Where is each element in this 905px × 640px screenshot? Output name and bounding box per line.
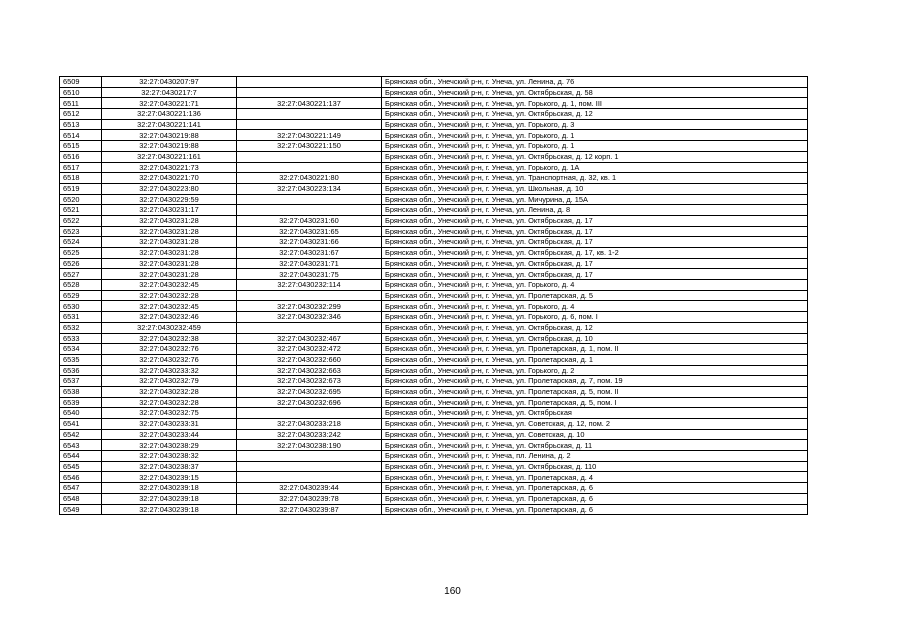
cadastral-number-cell: 32:27:0430221:136 [102,109,237,120]
related-cadastral-number-cell: 32:27:0430232:673 [237,376,382,387]
table-row [60,354,808,365]
table-row [60,98,808,109]
table-row [60,493,808,504]
table-row [60,461,808,472]
address-cell: Брянская обл., Унечский р-н, г. Унеча, ул. Транспортная, д. 32, кв. 1 [382,173,808,184]
address-cell: Брянская обл., Унечский р-н, г. Унеча, ул. Советская, д. 10 [382,429,808,440]
row-number-cell: 6545 [60,461,102,472]
cadastral-number-cell: 32:27:0430232:45 [102,301,237,312]
address-cell: Брянская обл., Унечский р-н, г. Унеча, ул. Ленина, д. 76 [382,77,808,88]
page-number: 160 [444,586,461,597]
table-row [60,344,808,355]
address-cell: Брянская обл., Унечский р-н, г. Унеча, ул. Горького, д. 3 [382,119,808,130]
table-row [60,376,808,387]
related-cadastral-number-cell [237,162,382,173]
cadastral-number-cell: 32:27:0430239:18 [102,483,237,494]
row-number-cell: 6513 [60,119,102,130]
related-cadastral-number-cell: 32:27:0430238:190 [237,440,382,451]
cadastral-number-cell: 32:27:0430232:46 [102,312,237,323]
related-cadastral-number-cell [237,322,382,333]
cadastral-number-cell: 32:27:0430233:32 [102,365,237,376]
row-number-cell: 6517 [60,162,102,173]
table-row [60,333,808,344]
row-number-cell: 6509 [60,77,102,88]
related-cadastral-number-cell: 32:27:0430232:696 [237,397,382,408]
address-cell: Брянская обл., Унечский р-н, г. Унеча, ул. Школьная, д. 10 [382,183,808,194]
address-cell: Брянская обл., Унечский р-н, г. Унеча, ул. Ленина, д. 8 [382,205,808,216]
row-number-cell: 6534 [60,344,102,355]
related-cadastral-number-cell: 32:27:0430231:65 [237,226,382,237]
cadastral-number-cell: 32:27:0430231:28 [102,215,237,226]
table-row [60,130,808,141]
related-cadastral-number-cell: 32:27:0430221:150 [237,141,382,152]
row-number-cell: 6519 [60,183,102,194]
address-cell: Брянская обл., Унечский р-н, г. Унеча, ул. Пролетарская, д. 5, пом. I [382,397,808,408]
address-cell: Брянская обл., Унечский р-н, г. Унеча, ул. Октябрьская, д. 12 [382,109,808,120]
table-row [60,290,808,301]
related-cadastral-number-cell: 32:27:0430232:346 [237,312,382,323]
table-row [60,483,808,494]
address-cell: Брянская обл., Унечский р-н, г. Унеча, ул. Горького, д. 4 [382,301,808,312]
table-row [60,365,808,376]
table-row [60,173,808,184]
row-number-cell: 6541 [60,419,102,430]
table-row [60,504,808,515]
related-cadastral-number-cell: 32:27:0430232:660 [237,354,382,365]
related-cadastral-number-cell: 32:27:0430221:80 [237,173,382,184]
address-cell: Брянская обл., Унечский р-н, г. Унеча, ул. Октябрьская [382,408,808,419]
cadastral-number-cell: 32:27:0430232:75 [102,408,237,419]
table-row [60,280,808,291]
row-number-cell: 6547 [60,483,102,494]
cadastral-number-cell: 32:27:0430231:17 [102,205,237,216]
row-number-cell: 6543 [60,440,102,451]
table-row [60,109,808,120]
cadastral-number-cell: 32:27:0430233:31 [102,419,237,430]
cadastral-number-cell: 32:27:0430238:37 [102,461,237,472]
registry-table-body [60,77,808,515]
table-row [60,183,808,194]
address-cell: Брянская обл., Унечский р-н, г. Унеча, ул. Октябрьская, д. 110 [382,461,808,472]
row-number-cell: 6520 [60,194,102,205]
row-number-cell: 6526 [60,258,102,269]
related-cadastral-number-cell: 32:27:0430233:218 [237,419,382,430]
row-number-cell: 6546 [60,472,102,483]
related-cadastral-number-cell: 32:27:0430232:467 [237,333,382,344]
related-cadastral-number-cell: 32:27:0430232:299 [237,301,382,312]
cadastral-number-cell: 32:27:0430219:88 [102,130,237,141]
cadastral-number-cell: 32:27:0430239:18 [102,493,237,504]
cadastral-number-cell: 32:27:0430239:15 [102,472,237,483]
row-number-cell: 6536 [60,365,102,376]
row-number-cell: 6527 [60,269,102,280]
table-row [60,258,808,269]
address-cell: Брянская обл., Унечский р-н, г. Унеча, ул. Октябрьская, д. 17 [382,258,808,269]
related-cadastral-number-cell: 32:27:0430233:242 [237,429,382,440]
table-row [60,162,808,173]
cadastral-number-cell: 32:27:0430221:141 [102,119,237,130]
related-cadastral-number-cell [237,205,382,216]
address-cell: Брянская обл., Унечский р-н, г. Унеча, ул. Октябрьская, д. 17 [382,237,808,248]
cadastral-number-cell: 32:27:0430231:28 [102,269,237,280]
address-cell: Брянская обл., Унечский р-н, г. Унеча, ул. Горького, д. 1 [382,141,808,152]
cadastral-number-cell: 32:27:0430233:44 [102,429,237,440]
cadastral-number-cell: 32:27:0430221:161 [102,151,237,162]
row-number-cell: 6539 [60,397,102,408]
table-row [60,301,808,312]
cadastral-number-cell: 32:27:0430232:28 [102,386,237,397]
address-cell: Брянская обл., Унечский р-н, г. Унеча, ул. Октябрьская, д. 10 [382,333,808,344]
address-cell: Брянская обл., Унечский р-н, г. Унеча, ул. Октябрьская, д. 17 [382,269,808,280]
related-cadastral-number-cell [237,408,382,419]
row-number-cell: 6510 [60,87,102,98]
address-cell: Брянская обл., Унечский р-н, г. Унеча, ул. Пролетарская, д. 4 [382,472,808,483]
related-cadastral-number-cell: 32:27:0430231:75 [237,269,382,280]
cadastral-number-cell: 32:27:0430232:38 [102,333,237,344]
table-row [60,77,808,88]
table-row [60,472,808,483]
related-cadastral-number-cell [237,109,382,120]
address-cell: Брянская обл., Унечский р-н, г. Унеча, ул. Пролетарская, д. 1, пом. II [382,344,808,355]
cadastral-number-cell: 32:27:0430232:28 [102,397,237,408]
table-row [60,397,808,408]
address-cell: Брянская обл., Унечский р-н, г. Унеча, ул. Пролетарская, д. 5 [382,290,808,301]
related-cadastral-number-cell: 32:27:0430231:60 [237,215,382,226]
cadastral-number-cell: 32:27:0430238:32 [102,451,237,462]
table-row [60,237,808,248]
related-cadastral-number-cell [237,290,382,301]
cadastral-number-cell: 32:27:0430232:45 [102,280,237,291]
row-number-cell: 6538 [60,386,102,397]
related-cadastral-number-cell [237,87,382,98]
address-cell: Брянская обл., Унечский р-н, г. Унеча, ул. Горького, д. 4 [382,280,808,291]
address-cell: Брянская обл., Унечский р-н, г. Унеча, ул. Пролетарская, д. 6 [382,483,808,494]
row-number-cell: 6525 [60,248,102,259]
related-cadastral-number-cell: 32:27:0430232:114 [237,280,382,291]
address-cell: Брянская обл., Унечский р-н, г. Унеча, ул. Октябрьская, д. 11 [382,440,808,451]
row-number-cell: 6542 [60,429,102,440]
cadastral-number-cell: 32:27:0430231:28 [102,237,237,248]
address-cell: Брянская обл., Унечский р-н, г. Унеча, пл. Ленина, д. 2 [382,451,808,462]
row-number-cell: 6515 [60,141,102,152]
table-row [60,269,808,280]
address-cell: Брянская обл., Унечский р-н, г. Унеча, ул. Горького, д. 6, пом. I [382,312,808,323]
row-number-cell: 6548 [60,493,102,504]
cadastral-number-cell: 32:27:0430232:28 [102,290,237,301]
address-cell: Брянская обл., Унечский р-н, г. Унеча, ул. Советская, д. 12, пом. 2 [382,419,808,430]
address-cell: Брянская обл., Унечский р-н, г. Унеча, ул. Октябрьская, д. 12 [382,322,808,333]
address-cell: Брянская обл., Унечский р-н, г. Унеча, ул. Горького, д. 1А [382,162,808,173]
table-row [60,119,808,130]
related-cadastral-number-cell [237,119,382,130]
cadastral-number-cell: 32:27:0430221:73 [102,162,237,173]
row-number-cell: 6549 [60,504,102,515]
table-row [60,429,808,440]
related-cadastral-number-cell [237,451,382,462]
address-cell: Брянская обл., Унечский р-н, г. Унеча, ул. Горького, д. 2 [382,365,808,376]
cadastral-number-cell: 32:27:0430231:28 [102,258,237,269]
address-cell: Брянская обл., Унечский р-н, г. Унеча, ул. Пролетарская, д. 7, пом. 19 [382,376,808,387]
table-row [60,451,808,462]
table-row [60,205,808,216]
cadastral-number-cell: 32:27:0430219:88 [102,141,237,152]
related-cadastral-number-cell: 32:27:0430239:87 [237,504,382,515]
related-cadastral-number-cell: 32:27:0430223:134 [237,183,382,194]
related-cadastral-number-cell [237,151,382,162]
address-cell: Брянская обл., Унечский р-н, г. Унеча, ул. Октябрьская, д. 17 [382,226,808,237]
related-cadastral-number-cell: 32:27:0430239:78 [237,493,382,504]
table-row [60,87,808,98]
cadastral-number-cell: 32:27:0430239:18 [102,504,237,515]
registry-table [59,76,808,515]
table-row [60,440,808,451]
table-row [60,322,808,333]
row-number-cell: 6524 [60,237,102,248]
row-number-cell: 6529 [60,290,102,301]
row-number-cell: 6532 [60,322,102,333]
table-row [60,226,808,237]
table-row [60,419,808,430]
related-cadastral-number-cell: 32:27:0430221:137 [237,98,382,109]
cadastral-number-cell: 32:27:0430231:28 [102,248,237,259]
cadastral-number-cell: 32:27:0430231:28 [102,226,237,237]
row-number-cell: 6544 [60,451,102,462]
row-number-cell: 6531 [60,312,102,323]
cadastral-number-cell: 32:27:0430217:7 [102,87,237,98]
related-cadastral-number-cell: 32:27:0430232:663 [237,365,382,376]
cadastral-number-cell: 32:27:0430221:71 [102,98,237,109]
related-cadastral-number-cell: 32:27:0430232:695 [237,386,382,397]
row-number-cell: 6523 [60,226,102,237]
address-cell: Брянская обл., Унечский р-н, г. Унеча, ул. Пролетарская, д. 6 [382,504,808,515]
table-row [60,386,808,397]
address-cell: Брянская обл., Унечский р-н, г. Унеча, ул. Пролетарская, д. 6 [382,493,808,504]
related-cadastral-number-cell: 32:27:0430231:67 [237,248,382,259]
related-cadastral-number-cell: 32:27:0430221:149 [237,130,382,141]
row-number-cell: 6537 [60,376,102,387]
table-row [60,151,808,162]
related-cadastral-number-cell [237,461,382,472]
row-number-cell: 6540 [60,408,102,419]
cadastral-number-cell: 32:27:0430232:76 [102,344,237,355]
address-cell: Брянская обл., Унечский р-н, г. Унеча, ул. Пролетарская, д. 1 [382,354,808,365]
row-number-cell: 6512 [60,109,102,120]
table-row [60,312,808,323]
cadastral-number-cell: 32:27:0430232:459 [102,322,237,333]
table-row [60,194,808,205]
row-number-cell: 6516 [60,151,102,162]
related-cadastral-number-cell [237,472,382,483]
row-number-cell: 6522 [60,215,102,226]
table-row [60,408,808,419]
address-cell: Брянская обл., Унечский р-н, г. Унеча, ул. Октябрьская, д. 58 [382,87,808,98]
cadastral-number-cell: 32:27:0430232:79 [102,376,237,387]
table-row [60,215,808,226]
address-cell: Брянская обл., Унечский р-н, г. Унеча, ул. Октябрьская, д. 17, кв. 1-2 [382,248,808,259]
address-cell: Брянская обл., Унечский р-н, г. Унеча, ул. Пролетарская, д. 5, пом. II [382,386,808,397]
related-cadastral-number-cell [237,77,382,88]
row-number-cell: 6528 [60,280,102,291]
row-number-cell: 6514 [60,130,102,141]
table-row [60,248,808,259]
table-row [60,141,808,152]
related-cadastral-number-cell: 32:27:0430239:44 [237,483,382,494]
related-cadastral-number-cell: 32:27:0430231:66 [237,237,382,248]
cadastral-number-cell: 32:27:0430221:70 [102,173,237,184]
cadastral-number-cell: 32:27:0430207:97 [102,77,237,88]
address-cell: Брянская обл., Унечский р-н, г. Унеча, ул. Горького, д. 1 [382,130,808,141]
related-cadastral-number-cell: 32:27:0430231:71 [237,258,382,269]
address-cell: Брянская обл., Унечский р-н, г. Унеча, ул. Мичурина, д. 15А [382,194,808,205]
row-number-cell: 6511 [60,98,102,109]
cadastral-number-cell: 32:27:0430223:80 [102,183,237,194]
address-cell: Брянская обл., Унечский р-н, г. Унеча, ул. Горького, д. 1, пом. III [382,98,808,109]
related-cadastral-number-cell: 32:27:0430232:472 [237,344,382,355]
cadastral-number-cell: 32:27:0430232:76 [102,354,237,365]
row-number-cell: 6521 [60,205,102,216]
row-number-cell: 6533 [60,333,102,344]
row-number-cell: 6530 [60,301,102,312]
row-number-cell: 6518 [60,173,102,184]
cadastral-number-cell: 32:27:0430229:59 [102,194,237,205]
address-cell: Брянская обл., Унечский р-н, г. Унеча, ул. Октябрьская, д. 17 [382,215,808,226]
cadastral-number-cell: 32:27:0430238:29 [102,440,237,451]
address-cell: Брянская обл., Унечский р-н, г. Унеча, ул. Октябрьская, д. 12 корп. 1 [382,151,808,162]
related-cadastral-number-cell [237,194,382,205]
row-number-cell: 6535 [60,354,102,365]
